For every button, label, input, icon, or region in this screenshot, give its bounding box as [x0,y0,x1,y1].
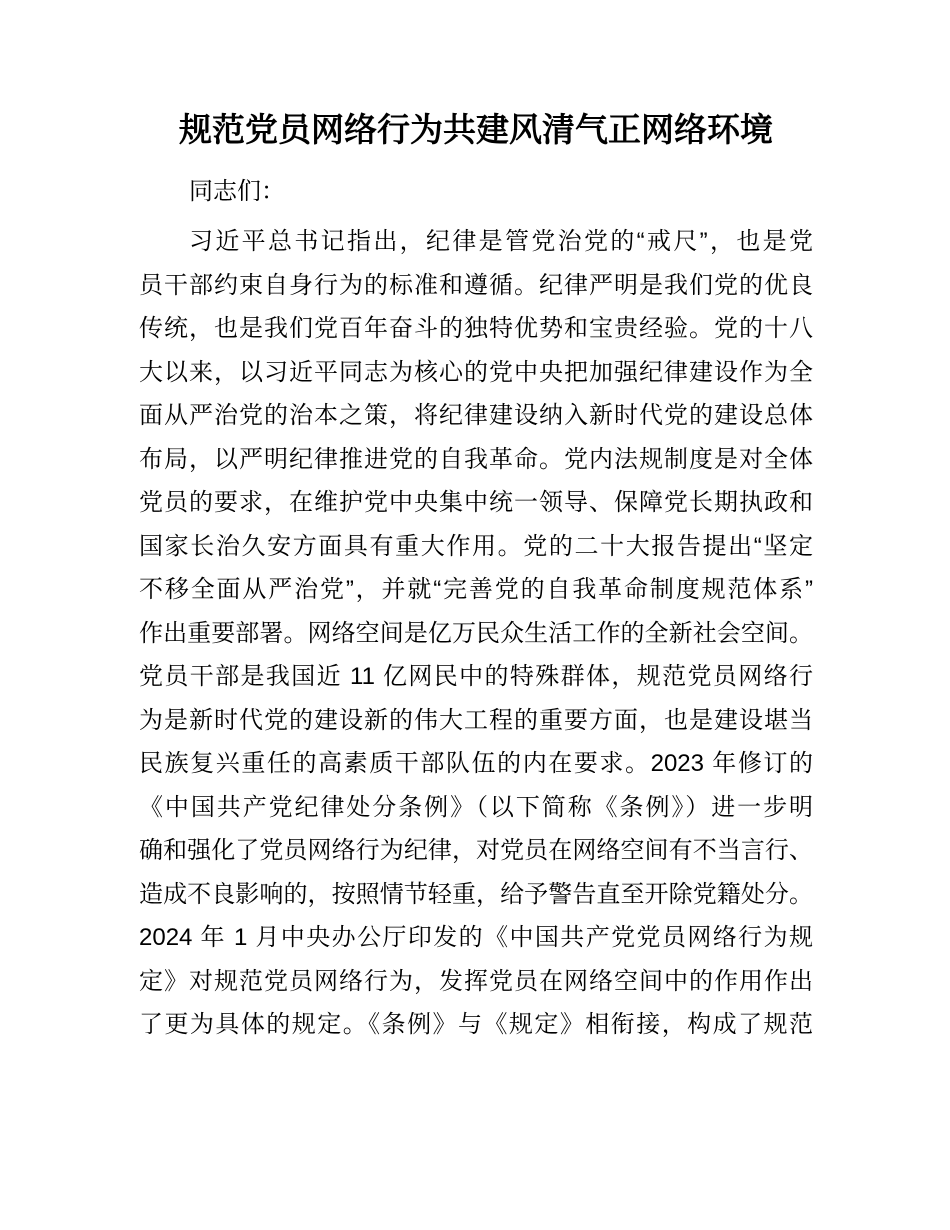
paragraph-line: 《中国共产党纪律处分条例》（以下简称《条例》）进一步明 [139,793,813,821]
paragraph-line: 传统，也是我们党百年奋斗的独特优势和宝贵经验。党的十八 [139,315,813,342]
paragraph-line: 了更为具体的规定。《条例》与《规定》相衔接，构成了规范 [139,1011,813,1038]
paragraph-line: 面从严治党的治本之策，将纪律建设纳入新时代党的建设总体 [139,402,813,429]
paragraph-line: 党员的要求，在维护党中央集中统一领导、保障党长期执政和 [139,489,813,516]
document-title: 规范党员网络行为共建风清气正网络环境 [179,111,773,148]
paragraph-line: 定》对规范党员网络行为，发挥党员在网络空间中的作用作出 [139,967,813,995]
paragraph-line: 作出重要部署。网络空间是亿万民众生活工作的全新社会空间。 [139,619,813,647]
body-paragraph [139,220,813,1047]
paragraph-line: 布局，以严明纪律推进党的自我革命。党内法规制度是对全体 [139,445,813,473]
paragraph-line: 党员干部是我国近 11 亿网民中的特殊群体，规范党员网络行 [139,663,813,690]
paragraph-line: 不移全面从严治党”，并就“完善党的自我革命制度规范体系” [139,576,813,603]
paragraph-line: 员干部约束自身行为的标准和遵循。纪律严明是我们党的优良 [139,271,813,299]
paragraph-line: 国家长治久安方面具有重大作用。党的二十大报告提出“坚定 [139,532,813,560]
paragraph-line: 造成不良影响的，按照情节轻重，给予警告直至开除党籍处分。 [139,880,813,908]
paragraph-line: 2024 年 1 月中央办公厅印发的《中国共产党党员网络行为规 [139,924,813,951]
paragraph-line: 为是新时代党的建设新的伟大工程的重要方面，也是建设堪当 [139,706,813,734]
paragraph-line: 确和强化了党员网络行为纪律，对党员在网络空间有不当言行、 [139,837,813,864]
paragraph-line: 习近平总书记指出，纪律是管党治党的“戒尺”，也是党 [189,228,813,255]
paragraph-line: 民族复兴重任的高素质干部队伍的内在要求。2023 年修订的 [139,750,813,777]
salutation: 同志们： [189,178,285,205]
paragraph-line: 大以来，以习近平同志为核心的党中央把加强纪律建设作为全 [139,358,813,386]
